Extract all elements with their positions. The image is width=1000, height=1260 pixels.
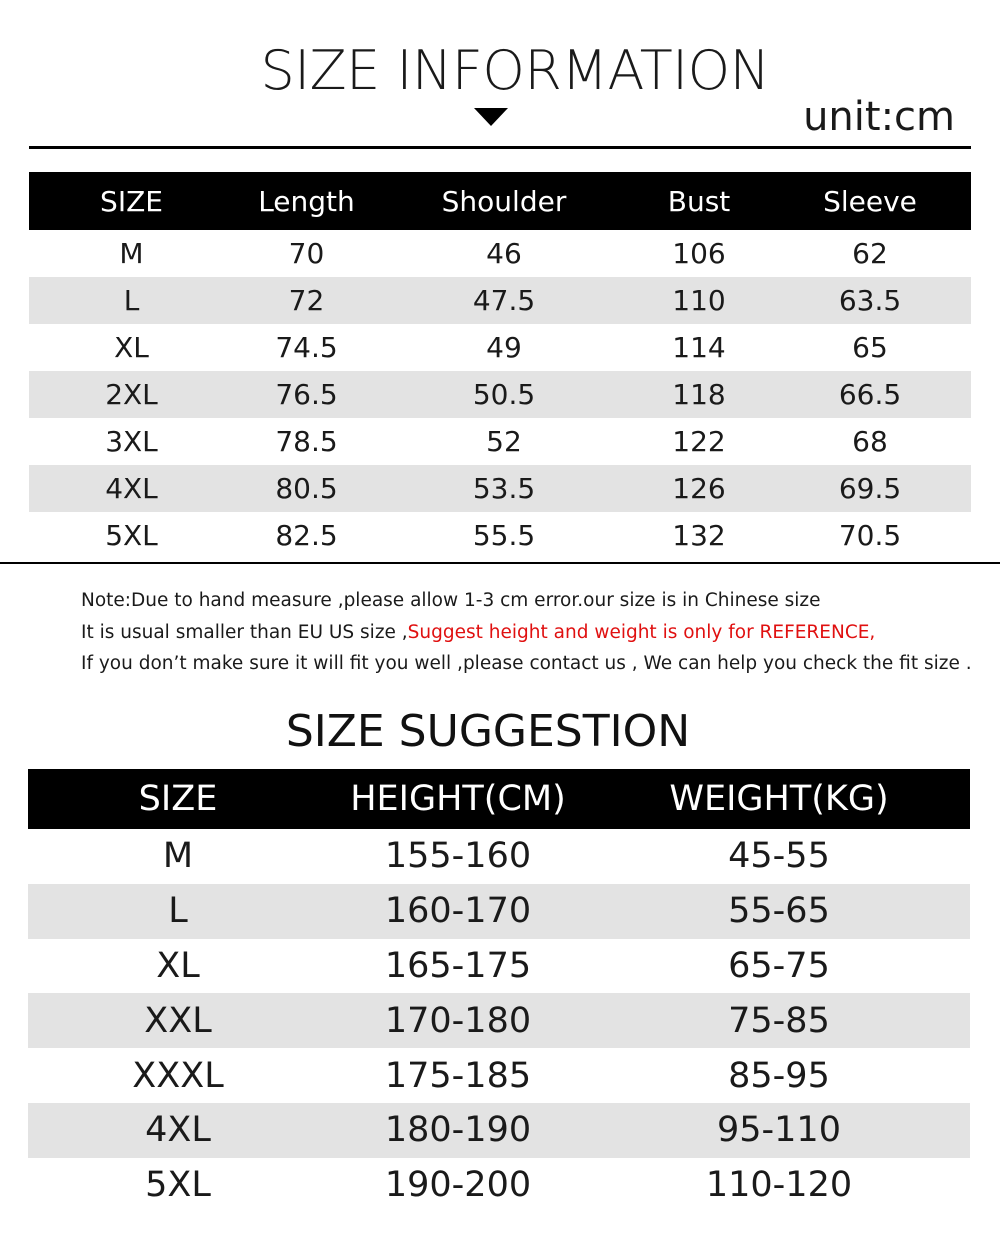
- table-row: [28, 1048, 970, 1103]
- note-line-2-highlight: Suggest height and weight is only for REFERENCE,: [407, 621, 876, 643]
- cell-sleeve: 69.5: [769, 465, 971, 512]
- cell-weight: 110-120: [705, 1165, 853, 1206]
- cell-bust: 122: [672, 425, 726, 458]
- cell-bust: 110: [629, 277, 769, 324]
- cell-weight: 65-75: [728, 945, 830, 986]
- cell-shoulder: 47.5: [379, 277, 629, 324]
- cell-size: XXXL: [132, 1055, 224, 1096]
- table-row: [29, 371, 971, 418]
- cell-size: 4XL: [28, 1103, 328, 1158]
- cell-sleeve: 65: [852, 331, 888, 364]
- cell-size: L: [29, 277, 234, 324]
- column-header-size: SIZE: [28, 769, 328, 829]
- table-row: [29, 230, 971, 277]
- size-information-grid: [29, 172, 971, 559]
- cell-shoulder: 50.5: [379, 371, 629, 418]
- table-row: [28, 884, 970, 939]
- cell-height: 170-180: [328, 993, 588, 1048]
- cell-size: XL: [114, 331, 149, 364]
- cell-weight: 75-85: [588, 993, 970, 1048]
- cell-height: 160-170: [328, 884, 588, 939]
- cell-height: 180-190: [328, 1103, 588, 1158]
- cell-height: 155-160: [384, 836, 532, 877]
- cell-size: L: [28, 884, 328, 939]
- divider: [0, 562, 1000, 564]
- cell-weight: 55-65: [588, 884, 970, 939]
- table-row: [29, 418, 971, 465]
- column-header-sleeve: Sleeve: [769, 172, 971, 230]
- cell-bust: 118: [629, 371, 769, 418]
- size-suggestion-table: [28, 769, 970, 1213]
- cell-shoulder: 53.5: [379, 465, 629, 512]
- table-row: [29, 324, 971, 371]
- column-header-size: SIZE: [29, 172, 234, 230]
- cell-length: 76.5: [234, 371, 379, 418]
- cell-length: 72: [234, 277, 379, 324]
- triangle-down-icon: [474, 108, 508, 126]
- size-suggestion-title: SIZE SUGGESTION: [285, 706, 691, 757]
- column-header-height: HEIGHT(CM): [328, 769, 588, 829]
- cell-size: 5XL: [105, 519, 158, 552]
- table-row: [28, 1158, 970, 1213]
- table-row: [28, 829, 970, 884]
- table-header-row: [29, 172, 971, 230]
- cell-length: 80.5: [234, 465, 379, 512]
- cell-bust: 126: [629, 465, 769, 512]
- cell-length: 70: [288, 237, 325, 270]
- cell-sleeve: 68: [852, 425, 888, 458]
- cell-sleeve: 62: [852, 237, 888, 270]
- cell-sleeve: 66.5: [769, 371, 971, 418]
- cell-bust: 106: [672, 237, 726, 270]
- cell-weight: 45-55: [728, 836, 830, 877]
- cell-height: 190-200: [384, 1165, 532, 1206]
- note-line-2-text: It is usual smaller than EU US size ,: [81, 621, 408, 643]
- cell-bust: 132: [672, 519, 726, 552]
- table-header-row: [28, 769, 970, 829]
- cell-height: 165-175: [384, 945, 532, 986]
- divider: [29, 146, 971, 149]
- table-row: [29, 277, 971, 324]
- table-row: [29, 465, 971, 512]
- cell-size: XL: [156, 945, 200, 986]
- note-line-2: [81, 617, 991, 649]
- table-row: [29, 512, 971, 559]
- cell-sleeve: 70.5: [838, 519, 902, 552]
- cell-length: 82.5: [275, 519, 338, 552]
- size-notes: [81, 585, 991, 680]
- cell-size: M: [119, 237, 144, 270]
- cell-height: 175-185: [384, 1055, 532, 1096]
- table-row: [28, 1103, 970, 1158]
- cell-shoulder: 55.5: [472, 519, 536, 552]
- cell-size: XXL: [28, 993, 328, 1048]
- unit-label: unit:cm: [803, 94, 955, 140]
- column-header-shoulder: Shoulder: [379, 172, 629, 230]
- cell-shoulder: 52: [486, 425, 522, 458]
- cell-sleeve: 63.5: [769, 277, 971, 324]
- cell-bust: 114: [672, 331, 726, 364]
- note-line-3: If you don’t make sure it will fit you well ,please contact us , We can help you check the fit size .: [81, 653, 972, 674]
- cell-size: 3XL: [105, 425, 158, 458]
- cell-shoulder: 46: [486, 237, 522, 270]
- cell-weight: 95-110: [588, 1103, 970, 1158]
- table-row: [28, 993, 970, 1048]
- column-header-bust: Bust: [629, 172, 769, 230]
- cell-size: M: [162, 836, 194, 877]
- cell-size: 4XL: [29, 465, 234, 512]
- cell-size: 2XL: [29, 371, 234, 418]
- column-header-weight: WEIGHT(KG): [588, 769, 970, 829]
- size-information-title: SIZE INFORMATION: [260, 39, 770, 102]
- cell-shoulder: 49: [486, 331, 522, 364]
- cell-length: 78.5: [275, 425, 338, 458]
- column-header-length: Length: [234, 172, 379, 230]
- cell-size: 5XL: [145, 1165, 211, 1206]
- note-line-1: Note:Due to hand measure ,please allow 1-3 cm error.our size is in Chinese size: [81, 590, 821, 611]
- cell-weight: 85-95: [728, 1055, 830, 1096]
- table-row: [28, 939, 970, 994]
- cell-length: 74.5: [275, 331, 338, 364]
